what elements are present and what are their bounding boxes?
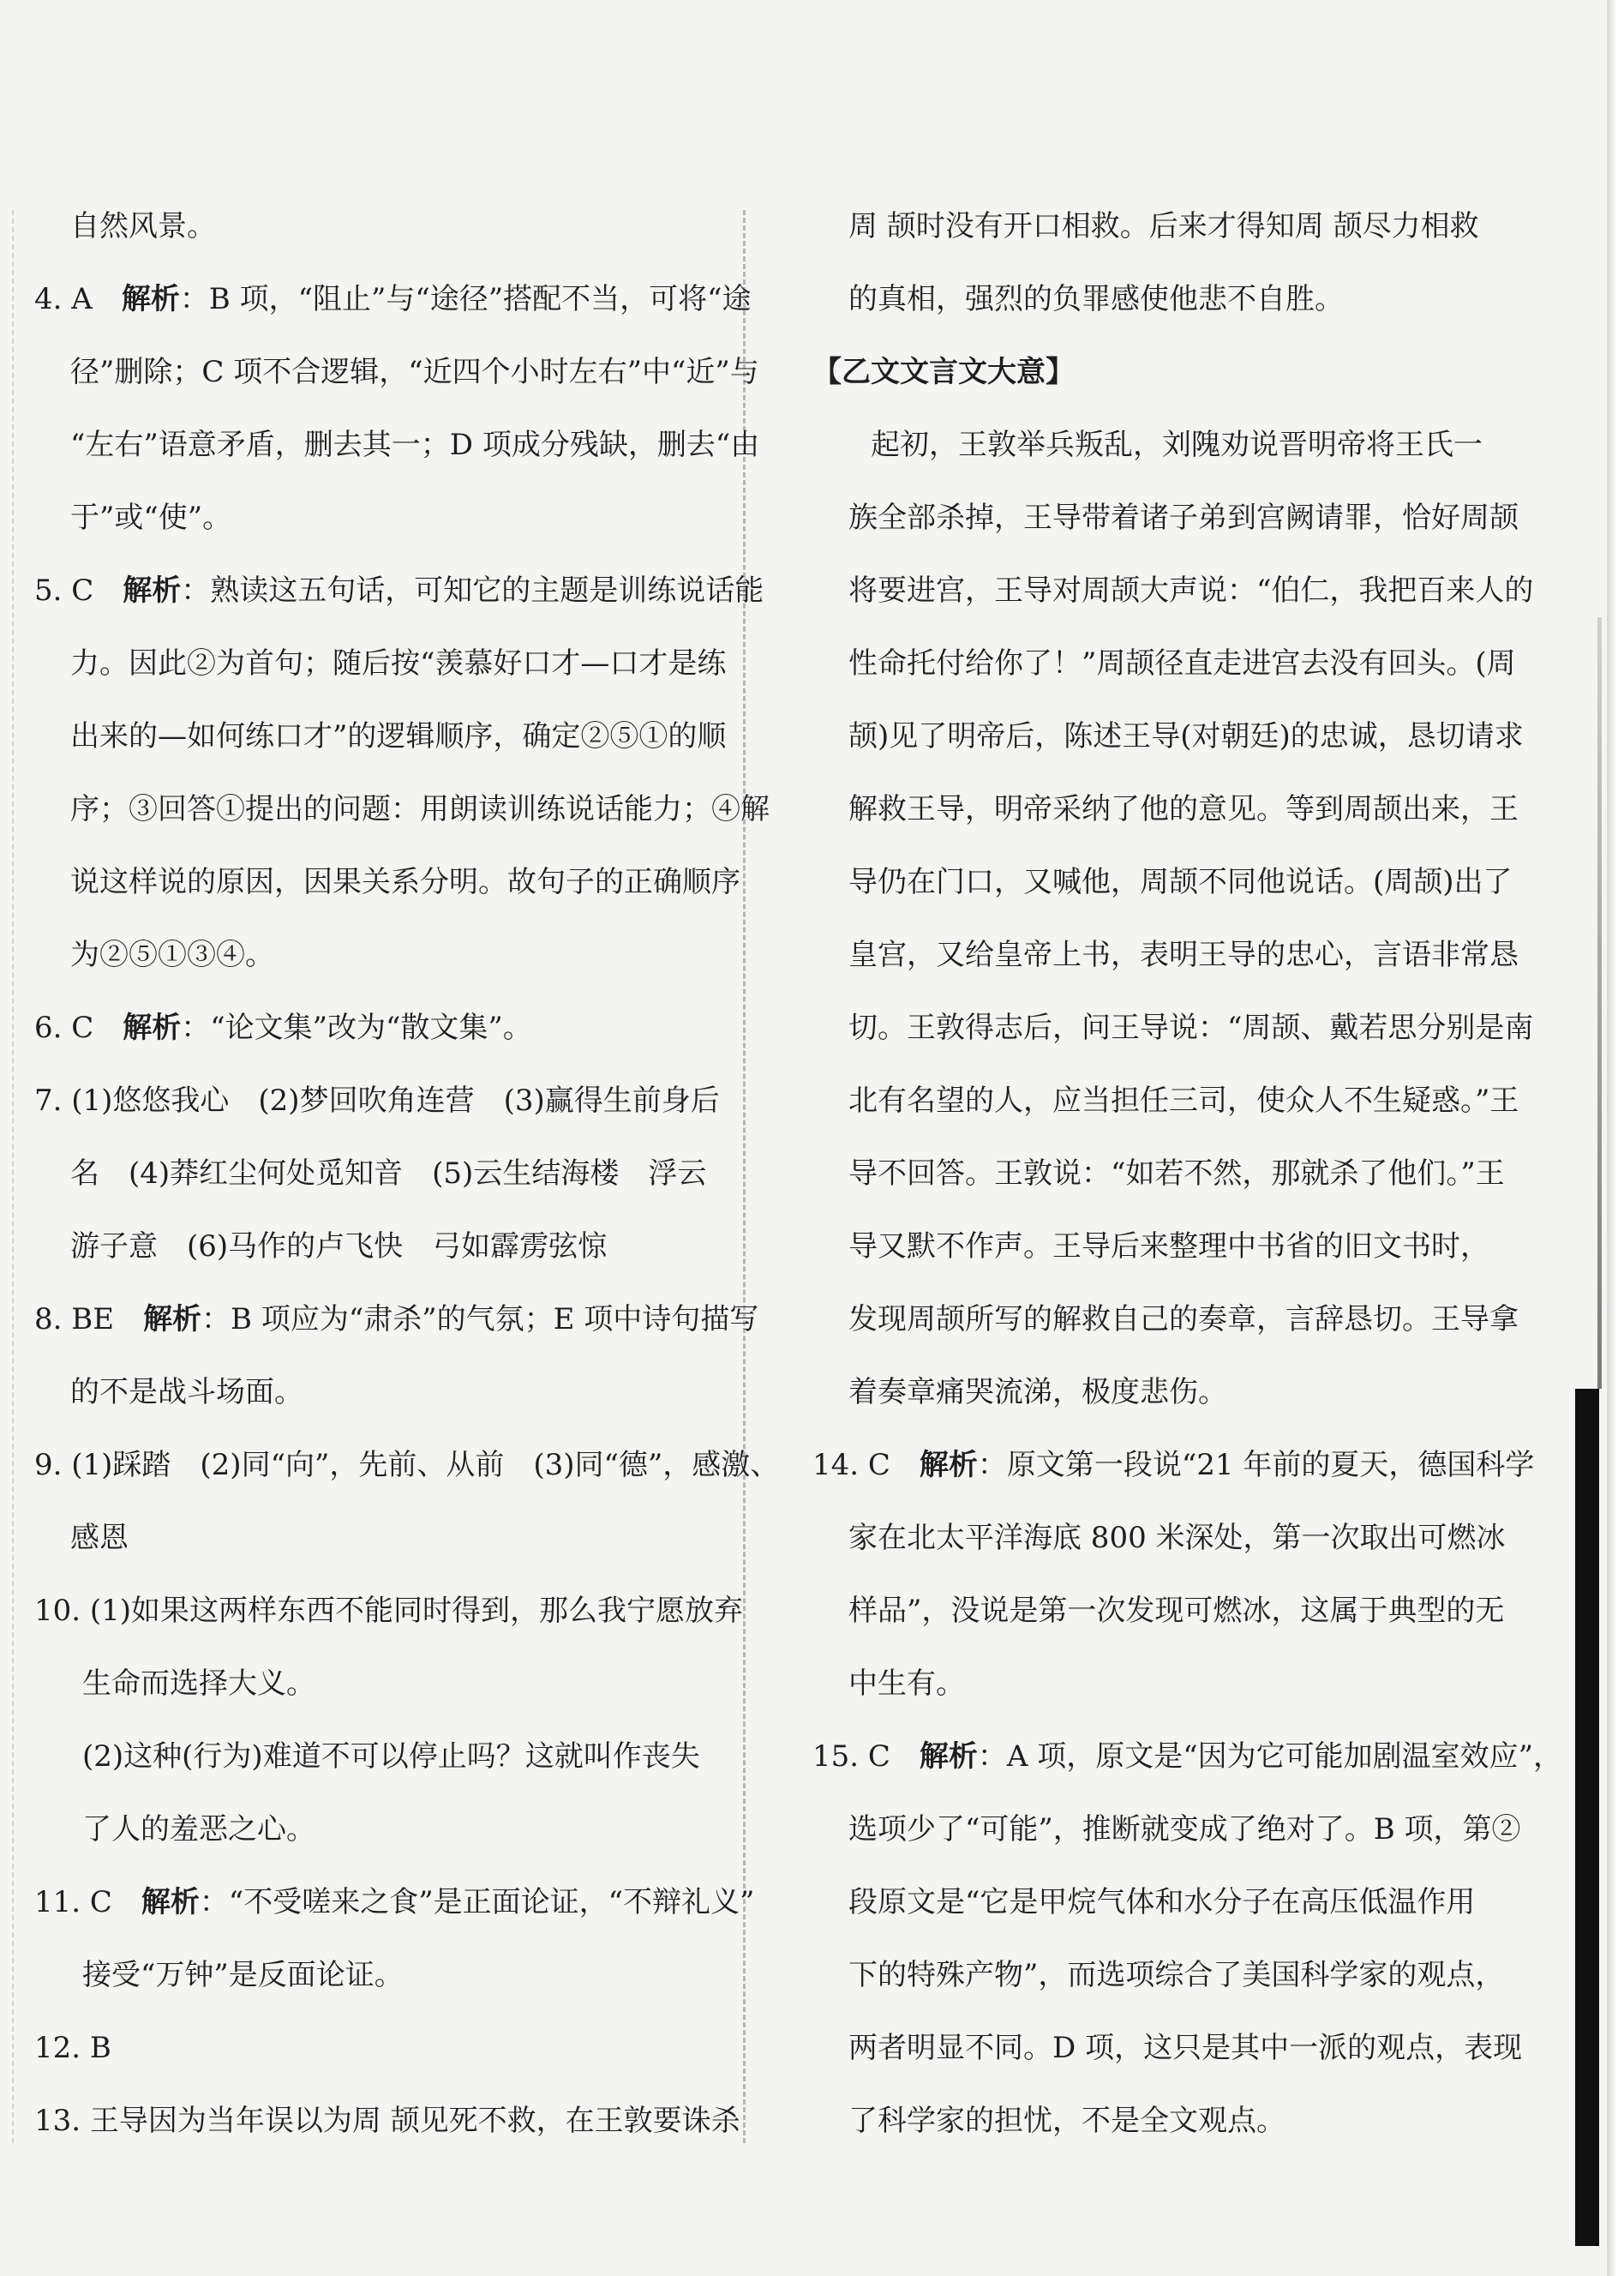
text-line	[34, 190, 728, 263]
line-text: 9. (1)踩踏 (2)同“向”，先前、从前 (3)同“德”，感激、	[34, 1448, 780, 1482]
text-line	[34, 1283, 759, 1356]
section-heading: 【乙文文言文大意】	[812, 355, 1075, 389]
line-text: 选项少了“可能”，推断就变成了绝对了。B 项，第②	[848, 1812, 1521, 1847]
text-line	[812, 1721, 1563, 1793]
text-line	[812, 628, 1516, 700]
line-text: 将要进宫，王导对周颉大声说：“伯仁，我把百来人的	[848, 574, 1534, 608]
text-line	[34, 773, 770, 846]
line-text: 游子意 (6)马作的卢飞快 弓如霹雳弦惊	[70, 1229, 608, 1264]
line-text: 10. (1)如果这两样东西不能同时得到，那么我宁愿放弃	[34, 1594, 744, 1628]
text-line	[812, 409, 1483, 482]
line-text: 性命托付给你了！”周颉径直走进宫去没有回头。(周	[848, 646, 1516, 681]
text-line	[34, 1138, 728, 1210]
line-text: 起初，王敦举兵叛乱，刘隗劝说晋明帝将王氏一	[871, 428, 1483, 462]
line-text: 了科学家的担忧，不是全文观点。	[848, 2104, 1285, 2138]
text-line	[812, 190, 1479, 263]
text-line	[812, 1939, 1505, 2012]
line-text: 径”删除；C 项不合逻辑，“近四个小时左右”中“近”与	[70, 355, 759, 389]
analysis-label: 解析	[123, 1011, 182, 1045]
text-line	[812, 1648, 1464, 1721]
text-line	[812, 1356, 1464, 1429]
text-line	[812, 1793, 1521, 1866]
line-text: 段原文是“它是甲烷气体和水分子在高压低温作用	[848, 1885, 1476, 1919]
text-line	[34, 700, 728, 773]
line-text: 切。王敦得志后，问王导说：“周颉、戴若思分别是南	[848, 1011, 1534, 1045]
line-text: 力。因此②为首句；随后按“羡慕好口才—口才是练	[70, 646, 727, 681]
text-line	[812, 482, 1519, 555]
analysis-label: 解析	[123, 574, 182, 608]
line-text: 4. A	[34, 282, 122, 316]
text-line	[812, 1210, 1489, 1283]
line-text: 的真相，强烈的负罪感使他悲不自胜。	[848, 282, 1344, 316]
text-line	[812, 1866, 1476, 1939]
line-text: 了人的羞恶之心。	[82, 1812, 315, 1847]
text-line	[34, 1575, 744, 1648]
left-column	[34, 190, 780, 2158]
line-text: 族全部杀掉，王导带着诸子弟到宫阙请罪，恰好周颉	[848, 501, 1519, 535]
line-text: 周 颉时没有开口相救。后来才得知周 颉尽力相救	[848, 209, 1479, 243]
text-line	[812, 919, 1519, 992]
scan-edge-line	[1597, 617, 1602, 1389]
text-line	[34, 1065, 728, 1138]
line-text: 生命而选择大义。	[82, 1666, 315, 1701]
text-line	[34, 1648, 728, 1721]
line-text: 说这样说的原因，因果关系分明。故句子的正确顺序	[70, 865, 740, 899]
right-column	[812, 190, 1563, 2158]
analysis-text: ：原文第一段说“21 年前的夏天，德国科学	[977, 1448, 1535, 1482]
text-line	[34, 336, 759, 409]
text-line	[812, 2012, 1523, 2085]
line-text: 两者明显不同。D 项，这只是其中一派的观点，表现	[848, 2031, 1523, 2065]
line-text: 13. 王导因为当年误以为周 颉见死不救，在王敦要诛杀	[34, 2104, 740, 2138]
text-line	[812, 263, 1464, 336]
line-text: 下的特殊产物”，而选项综合了美国科学家的观点，	[848, 1958, 1505, 1992]
text-line	[34, 2012, 728, 2085]
line-text: 15. C	[812, 1739, 920, 1774]
text-line	[812, 1429, 1535, 1502]
text-line	[34, 628, 728, 700]
text-line	[812, 1502, 1506, 1575]
line-text: 6. C	[34, 1011, 123, 1045]
line-text: 12. B	[34, 2031, 111, 2065]
line-text: 中生有。	[848, 1666, 965, 1701]
line-text: 序；③回答①提出的问题：用朗读训练说话能力；④解	[70, 792, 770, 826]
text-line	[34, 1210, 728, 1283]
text-line	[812, 1065, 1519, 1138]
text-line	[34, 1429, 780, 1502]
analysis-text: ：“论文集”改为“散文集”。	[181, 1011, 532, 1045]
text-line	[34, 1939, 728, 2012]
text-line	[812, 1575, 1505, 1648]
line-text: 出来的—如何练口才”的逻辑顺序，确定②⑤①的顺	[70, 719, 727, 754]
analysis-label: 解析	[121, 282, 180, 316]
text-line	[34, 1793, 728, 1866]
line-text: 为②⑤①③④。	[70, 938, 274, 972]
text-line	[812, 555, 1534, 628]
line-text: 7. (1)悠悠我心 (2)梦回吹角连营 (3)赢得生前身后	[34, 1084, 720, 1118]
analysis-label: 解析	[141, 1885, 200, 1919]
text-line	[812, 700, 1524, 773]
text-line	[812, 992, 1534, 1065]
analysis-text: ：熟读这五句话，可知它的主题是训练说话能	[181, 574, 764, 608]
line-text: 11. C	[34, 1885, 141, 1919]
line-text: 导仍在门口，又喊他，周颉不同他说话。(周颉)出了	[848, 865, 1513, 899]
text-line	[812, 846, 1513, 919]
text-line	[34, 555, 764, 628]
line-text: 北有名望的人，应当担任三司，使众人不生疑惑。”王	[848, 1084, 1519, 1118]
line-text: 于”或“使”。	[70, 501, 232, 535]
column-divider	[743, 210, 746, 2143]
line-text: 接受“万钟”是反面论证。	[82, 1958, 404, 1992]
line-text: 自然风景。	[70, 209, 216, 243]
scan-edge-shadow	[1607, 0, 1624, 2276]
text-line	[812, 773, 1519, 846]
text-line	[812, 1138, 1505, 1210]
analysis-label: 解析	[143, 1302, 202, 1336]
line-text: “左右”语意矛盾，删去其一；D 项成分残缺，删去“由	[70, 428, 760, 462]
line-text: 5. C	[34, 574, 123, 608]
text-line	[34, 919, 728, 992]
text-line	[34, 992, 728, 1065]
line-text: 导不回答。王敦说：“如若不然，那就杀了他们。”王	[848, 1156, 1505, 1191]
text-line	[812, 1283, 1519, 1356]
text-line	[34, 2085, 740, 2158]
line-text: 颉)见了明帝后，陈述王导(对朝廷)的忠诚，恳切请求	[848, 719, 1524, 754]
binding-margin-line	[12, 210, 14, 2143]
line-text: 导又默不作声。王导后来整理中书省的旧文书时，	[848, 1229, 1489, 1264]
text-line	[34, 1866, 755, 1939]
text-line	[812, 2085, 1464, 2158]
analysis-text: ：B 项应为“肃杀”的气氛；E 项中诗句描写	[201, 1302, 759, 1336]
text-line	[34, 482, 728, 555]
line-text: (2)这种(行为)难道不可以停止吗？这就叫作丧失	[82, 1739, 700, 1774]
line-text: 8. BE	[34, 1302, 144, 1336]
line-text: 着奏章痛哭流涕，极度悲伤。	[848, 1375, 1227, 1409]
text-line	[34, 263, 752, 336]
line-text: 皇宫，又给皇帝上书，表明王导的忠心，言语非常恳	[848, 938, 1519, 972]
line-text: 14. C	[812, 1448, 920, 1482]
analysis-label: 解析	[919, 1448, 978, 1482]
text-line	[34, 846, 740, 919]
line-text: 解救王导，明帝采纳了他的意见。等到周颉出来，王	[848, 792, 1519, 826]
line-text: 发现周颉所写的解救自己的奏章，言辞恳切。王导拿	[848, 1302, 1519, 1336]
scan-edge-strip	[1575, 1389, 1599, 2246]
analysis-text: ：A 项，原文是“因为它可能加剧温室效应”，	[977, 1739, 1563, 1774]
text-line	[34, 1502, 728, 1575]
analysis-text: ：B 项，“阻止”与“途径”搭配不当，可将“途	[179, 282, 752, 316]
line-text: 样品”，没说是第一次发现可燃冰，这属于典型的无	[848, 1594, 1505, 1628]
analysis-label: 解析	[919, 1739, 978, 1774]
text-line	[34, 1721, 728, 1793]
line-text: 的不是战斗场面。	[70, 1375, 303, 1409]
line-text: 感恩	[70, 1521, 129, 1555]
line-text: 名 (4)莽红尘何处觅知音 (5)云生结海楼 浮云	[70, 1156, 707, 1191]
line-text: 家在北太平洋海底 800 米深处，第一次取出可燃冰	[848, 1521, 1506, 1555]
analysis-text: ：“不受嗟来之食”是正面论证，“不辩礼义”	[199, 1885, 755, 1919]
text-line	[34, 1356, 728, 1429]
text-line	[34, 409, 760, 482]
